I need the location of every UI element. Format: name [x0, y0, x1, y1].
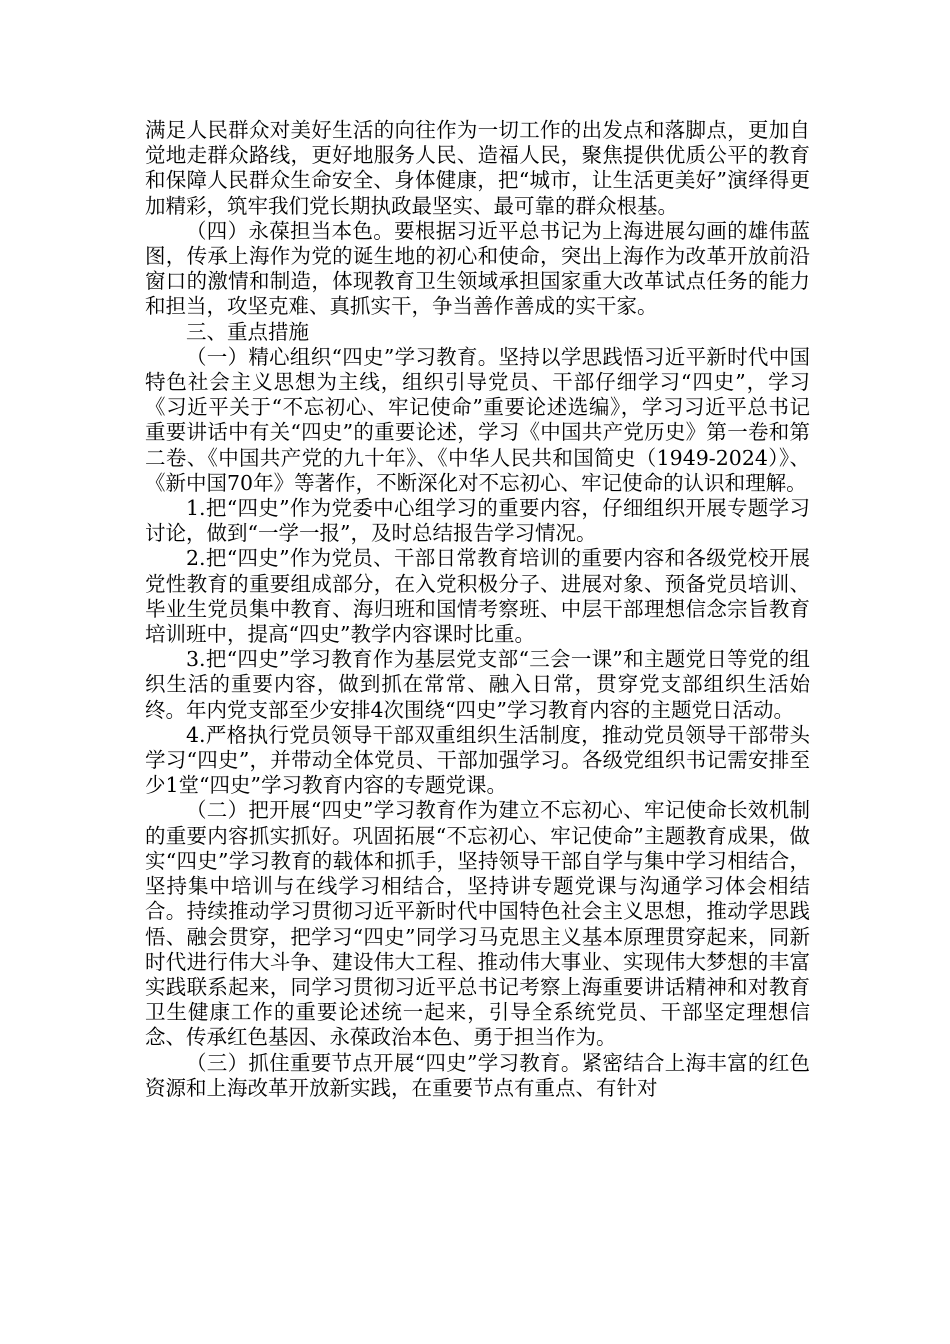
- section-heading-key-measures: 三、重点措施: [186, 319, 309, 344]
- paragraph-continuation: 满足人民群众对美好生活的向往作为一切工作的出发点和落脚点，更加自觉地走群众路线，更好地服务人民、造福人民，聚焦提供优质公平的教育和保障人民群众生命安全、身体健康，把“城市，让生活更美好”演绎得更加精彩，筑牢我们党长期执政最坚实、最可靠的群众根基。: [145, 118, 810, 218]
- list-item-1: 1.把“四史”作为党委中心组学习的重要内容，仔细组织开展专题学习讨论，做到“一学一报”，及时总结报告学习情况。: [145, 496, 810, 546]
- document-body: [145, 118, 810, 1101]
- paragraph-measure-2: （二）把开展“四史”学习教育作为建立不忘初心、牢记使命长效机制的重要内容抓实抓好。巩固拓展“不忘初心、牢记使命”主题教育成果，做实“四史”学习教育的载体和抓手，坚持领导干部自学与集中学习相结合，坚持集中培训与在线学习相结合，坚持讲专题党课与沟通学习体会相结合。持续推动学习贯彻习近平新时代中国特色社会主义思想，推动学思践悟、融会贯穿，把学习“四史”同学习马克思主义基本原理贯穿起来，同新时代进行伟大斗争、建设伟大工程、推动伟大事业、实现伟大梦想的丰富实践联系起来，同学习贯彻习近平总书记考察上海重要讲话精神和对教育卫生健康工作的重要论述统一起来，引导全系统党员、干部坚定理想信念、传承红色基因、永葆政治本色、勇于担当作为。: [145, 798, 810, 1050]
- list-item-2: 2.把“四史”作为党员、干部日常教育培训的重要内容和各级党校开展党性教育的重要组成部分，在入党积极分子、进展对象、预备党员培训、毕业生党员集中教育、海归班和国情考察班、中层干部理想信念宗旨教育培训班中，提高“四史”教学内容课时比重。: [145, 546, 810, 647]
- list-item-3: 3.把“四史”学习教育作为基层党支部“三会一课”和主题党日等党的组织生活的重要内容，做到抓在常常、融入日常，贯穿党支部组织生活始终。年内党支部至少安排4次围绕“四史”学习教育内容的主题党日活动。: [145, 647, 810, 722]
- list-item-4: 4.严格执行党员领导干部双重组织生活制度，推动党员领导干部带头学习“四史”，并带动全体党员、干部加强学习。各级党组织书记需安排至少1堂“四史”学习教育内容的专题党课。: [145, 722, 810, 798]
- paragraph-section-4: （四）永葆担当本色。要根据习近平总书记为上海进展勾画的雄伟蓝图，传承上海作为党的诞生地的初心和使命，突出上海作为改革开放前沿窗口的激情和制造，体现教育卫生领域承担国家重大改革试点任务的能力和担当，攻坚克难、真抓实干，争当善作善成的实干家。: [145, 218, 810, 319]
- paragraph-measure-3: （三）抓住重要节点开展“四史”学习教育。紧密结合上海丰富的红色资源和上海改革开放新实践，在重要节点有重点、有针对: [145, 1050, 810, 1100]
- paragraph-measure-1: （一）精心组织“四史”学习教育。坚持以学思践悟习近平新时代中国特色社会主义思想为主线，组织引导党员、干部仔细学习“四史”，学习《习近平关于“不忘初心、牢记使命”重要论述选编》，学习习近平总书记重要讲话中有关“四史”的重要论述，学习《中国共产党历史》第一卷和第二卷、《中国共产党的九十年》、《中华人民共和国简史（1949-2024）》、《新中国70年》等著作，不断深化对不忘初心、牢记使命的认识和理解。: [145, 344, 810, 495]
